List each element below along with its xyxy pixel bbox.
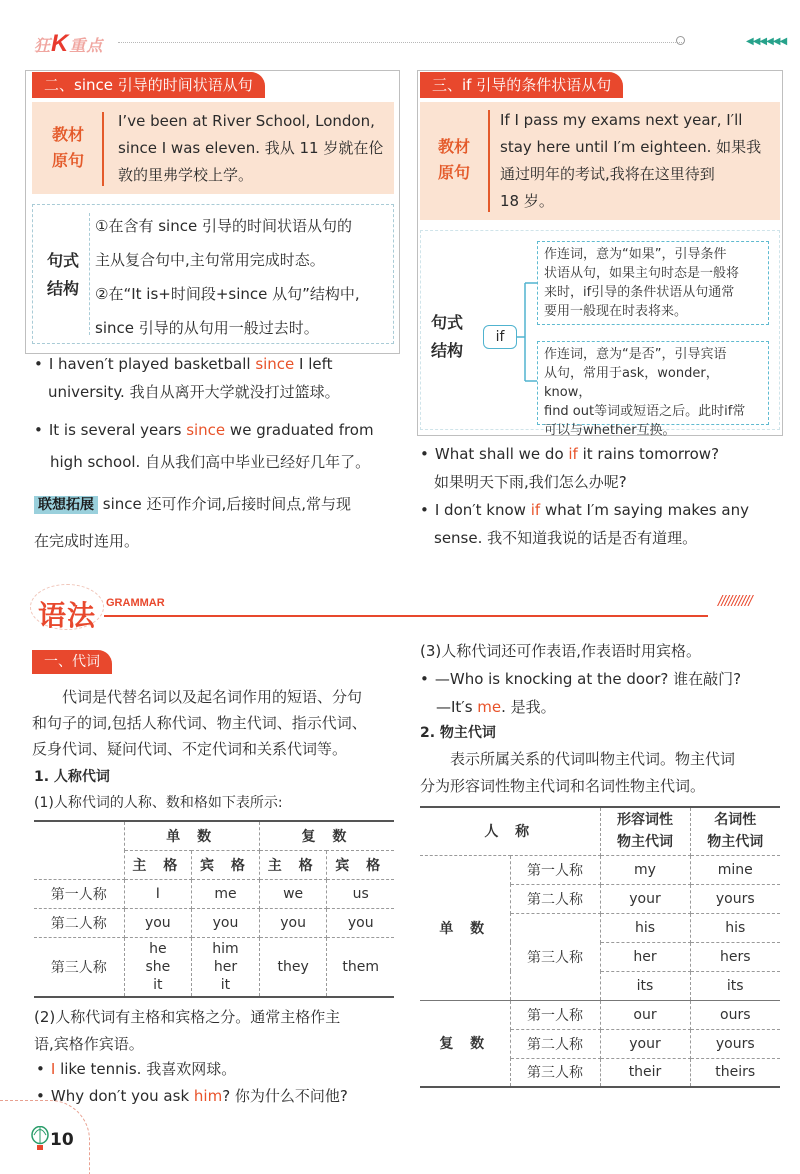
- if-original-sentence-block: [420, 102, 780, 220]
- if-section-title: 三、if 引导的条件状语从句: [420, 72, 623, 98]
- if-meaning-condition-note: [537, 241, 769, 325]
- label-line: 结构: [46, 279, 79, 298]
- page-number: 10: [50, 1130, 74, 1150]
- since-structure-text: [95, 209, 391, 345]
- since-structure-block: [32, 204, 394, 344]
- text-line: If I pass my exams next year, I′ll: [500, 111, 743, 129]
- table-cell: your: [600, 1029, 690, 1058]
- table-cell: us: [327, 879, 394, 908]
- keyword-highlight: I: [50, 1060, 56, 1078]
- brand-logo: [34, 30, 103, 58]
- since-association-note: [34, 486, 396, 559]
- row-label: 第一人称: [34, 879, 124, 908]
- keyword-highlight: him: [193, 1087, 223, 1105]
- header-single: 单 数: [124, 821, 259, 850]
- grammar-title-en: GRAMMAR: [106, 597, 165, 609]
- example-text: I don′t know: [434, 501, 531, 519]
- header-line: 名词性: [714, 812, 757, 829]
- keyword-highlight: me: [477, 698, 502, 716]
- pronoun-example-3: [420, 665, 782, 721]
- if-example-1: [420, 440, 780, 496]
- text-line: since I was eleven. 我从 11 岁就在伦: [118, 139, 384, 157]
- brand-k: K: [51, 30, 70, 57]
- table-cell: her: [600, 942, 690, 971]
- text-line: 反身代词、疑问代词、不定代词和关系代词等。: [32, 740, 348, 758]
- example-text: What shall we do: [434, 445, 569, 463]
- pronoun-example-2: [36, 1083, 348, 1109]
- table-cell: his: [690, 913, 780, 942]
- header-nominative: 主 格: [124, 850, 192, 879]
- header-nominative: 主 格: [259, 850, 327, 879]
- table-cell: yours: [690, 1029, 780, 1058]
- table-cell: ours: [690, 1000, 780, 1029]
- example-translation: university. 我自从离开大学就没打过篮球。: [48, 383, 340, 401]
- since-original-text: [118, 108, 390, 189]
- table-row: [420, 855, 780, 884]
- row-label: 第二人称: [510, 1029, 600, 1058]
- example-text: we graduated from: [225, 421, 374, 439]
- label-line: 句式: [430, 313, 463, 332]
- example-text: what I′m saying makes any: [540, 501, 749, 519]
- possessive-pronoun-table: [420, 806, 780, 1088]
- header-plural: 复 数: [259, 821, 394, 850]
- row-label: 第三人称: [34, 937, 124, 997]
- example-text: I haven′t played basketball: [48, 355, 256, 373]
- table-cell: they: [259, 937, 327, 997]
- table-cell: them: [327, 937, 394, 997]
- note-line: 要用一般现在时表将来。: [544, 304, 688, 319]
- keyword-highlight: since: [255, 355, 295, 373]
- text-line: since 引导的从句用一般过去时。: [95, 319, 319, 337]
- keyword-highlight: since: [186, 421, 226, 439]
- divider-line: [102, 112, 104, 186]
- header-line: 物主代词: [617, 834, 673, 851]
- example-line: [420, 440, 780, 468]
- case-description: [34, 1004, 396, 1058]
- keyword-highlight: if: [568, 445, 578, 463]
- text-line: 敦的里弗学校上学。: [118, 166, 254, 184]
- example-text: —It′s: [436, 698, 478, 716]
- since-example-1: [34, 350, 394, 406]
- text-line: 通过明年的考试,我将在这里待到: [500, 165, 715, 183]
- header-circle-ornament: [676, 36, 685, 45]
- example-text: It is several years: [48, 421, 187, 439]
- table-cell: his: [600, 913, 690, 942]
- association-text: since 还可作介词,后接时间点,常与现: [102, 495, 352, 513]
- since-original-label: [46, 122, 90, 174]
- balloon-icon: [30, 1126, 50, 1152]
- table-cell: yours: [690, 884, 780, 913]
- row-label: 第二人称: [34, 908, 124, 937]
- example-line: [34, 416, 394, 444]
- table-cell: you: [259, 908, 327, 937]
- divider-line: [89, 213, 90, 335]
- table-cell: hers: [690, 942, 780, 971]
- grammar-divider: [104, 615, 708, 617]
- if-original-text: [500, 107, 772, 215]
- table-cell: him her it: [192, 937, 260, 997]
- example-text: it rains tomorrow?: [577, 445, 720, 463]
- row-label: 第一人称: [510, 855, 600, 884]
- pronoun-section-tag: 一、代词: [32, 650, 112, 674]
- if-original-label: [432, 134, 476, 186]
- example-translation: high school. 自从我们高中毕业已经好几年了。: [50, 453, 371, 471]
- row-label: 第三人称: [510, 1058, 600, 1087]
- keyword-highlight: if: [530, 501, 541, 519]
- table-cell: your: [600, 884, 690, 913]
- divider-line: [488, 110, 490, 212]
- table-cell: he she it: [124, 937, 192, 997]
- text-line: 18 岁。: [500, 192, 554, 210]
- table-cell: our: [600, 1000, 690, 1029]
- brand-prefix: 狂: [34, 38, 52, 55]
- label-line: 原句: [437, 163, 470, 182]
- table-cell: you: [192, 908, 260, 937]
- text-line: stay here until I′m eighteen. 如果我: [500, 138, 762, 156]
- brand-suffix: 重点: [69, 38, 104, 55]
- label-line: 教材: [51, 125, 84, 144]
- personal-pronoun-desc: (1)人称代词的人称、数和格如下表所示:: [34, 795, 283, 811]
- table-row: [34, 879, 394, 908]
- note-line: find out等词或短语之后。此时if常: [544, 404, 746, 419]
- table-row: [34, 937, 394, 997]
- predicative-description: (3)人称代词还可作表语,作表语时用宾格。: [420, 642, 702, 660]
- example-translation: 如果明天下雨,我们怎么办呢?: [434, 473, 627, 491]
- label-line: 教材: [437, 137, 470, 156]
- text-line: 语,宾格作宾语。: [34, 1035, 144, 1053]
- header-line: 形容词性: [617, 812, 673, 829]
- note-line: 从句，常用于ask，wonder，know，: [544, 366, 719, 400]
- example-text: . 是我。: [501, 698, 556, 716]
- text-line: (2)人称代词有主格和宾格之分。通常主格作主: [34, 1008, 341, 1026]
- table-row: [420, 1000, 780, 1029]
- example-text: Why don′t you ask: [50, 1087, 194, 1105]
- text-line: 分为形容词性物主代词和名词性物主代词。: [420, 777, 706, 795]
- table-cell: my: [600, 855, 690, 884]
- table-cell: mine: [690, 855, 780, 884]
- text-line: 主从复合句中,主句常用完成时态。: [95, 251, 325, 269]
- row-label: 第二人称: [510, 884, 600, 913]
- example-text: I left: [294, 355, 333, 373]
- example-text: like tennis. 我喜欢网球。: [55, 1060, 237, 1078]
- example-line: [34, 350, 394, 378]
- since-example-2: [34, 416, 394, 480]
- example-translation: sense. 我不知道我说的话是否有道理。: [434, 529, 698, 547]
- row-label: 第三人称: [510, 913, 600, 1000]
- arrows-icon: ◀◀◀◀◀◀: [746, 36, 787, 47]
- header-person: 人 称: [420, 807, 600, 855]
- group-single: 单 数: [420, 855, 510, 1000]
- table-cell: me: [192, 879, 260, 908]
- table-cell: you: [327, 908, 394, 937]
- header-adjective-possessive: [600, 807, 690, 855]
- text-line: 和句子的词,包括人称代词、物主代词、指示代词、: [32, 714, 367, 732]
- if-meaning-whether-note: [537, 341, 769, 438]
- pronoun-intro: [32, 684, 396, 762]
- header-noun-possessive: [690, 807, 780, 855]
- header-line: 物主代词: [707, 834, 764, 851]
- label-line: 结构: [430, 341, 463, 360]
- example-line: • —Who is knocking at the door? 谁在敲门?: [420, 665, 782, 693]
- since-original-sentence-block: [32, 102, 394, 194]
- header-divider: [118, 42, 684, 43]
- note-line: 来时，if引导的条件状语从句通常: [544, 285, 735, 300]
- personal-pronoun-table: [34, 820, 394, 998]
- if-example-2: [420, 496, 780, 552]
- note-line: 可以与whether互换。: [544, 423, 676, 438]
- if-structure-label: [425, 309, 469, 365]
- row-label: 第一人称: [510, 1000, 600, 1029]
- since-section-title: 二、since 引导的时间状语从句: [32, 72, 265, 98]
- table-cell: I: [124, 879, 192, 908]
- possessive-description: [420, 746, 782, 800]
- association-text: 在完成时连用。: [34, 532, 140, 550]
- table-row: [34, 908, 394, 937]
- header-objective: 宾 格: [192, 850, 260, 879]
- text-line: ②在“It is+时间段+since 从句”结构中,: [95, 285, 360, 303]
- note-line: 作连词，意为“是否”，引导宾语: [544, 347, 727, 362]
- table-cell: we: [259, 879, 327, 908]
- pronoun-example-1: [36, 1056, 236, 1082]
- grammar-slash-ornament: //////////: [718, 594, 752, 609]
- personal-pronoun-heading: 1. 人称代词: [34, 769, 110, 785]
- table-cell: theirs: [690, 1058, 780, 1087]
- table-cell: its: [690, 971, 780, 1000]
- group-plural: 复 数: [420, 1000, 510, 1087]
- association-label: 联想拓展: [34, 496, 98, 514]
- table-cell: their: [600, 1058, 690, 1087]
- table-cell: you: [124, 908, 192, 937]
- since-structure-label: [41, 247, 85, 303]
- label-line: 原句: [51, 151, 84, 170]
- note-line: 作连词，意为“如果”，引导条件: [544, 247, 727, 262]
- grammar-title: 语法: [38, 599, 97, 632]
- if-keyword-box: if: [483, 325, 517, 349]
- text-line: I’ve been at River School, London,: [118, 112, 375, 130]
- text-line: ①在含有 since 引导的时间状语从句的: [95, 217, 352, 235]
- note-line: 状语从句，如果主句时态是一般将: [544, 266, 740, 281]
- table-cell: its: [600, 971, 690, 1000]
- example-text: ? 你为什么不问他?: [222, 1087, 348, 1105]
- label-line: 句式: [46, 251, 79, 270]
- if-structure-block: [420, 230, 780, 438]
- example-line: [420, 496, 780, 524]
- text-line: 表示所属关系的代词叫物主代词。物主代词: [450, 750, 736, 768]
- possessive-pronoun-heading: 2. 物主代词: [420, 725, 496, 741]
- table-corner: [34, 821, 124, 879]
- text-line: 代词是代替名词以及起名词作用的短语、分句: [62, 688, 363, 706]
- header-objective: 宾 格: [327, 850, 394, 879]
